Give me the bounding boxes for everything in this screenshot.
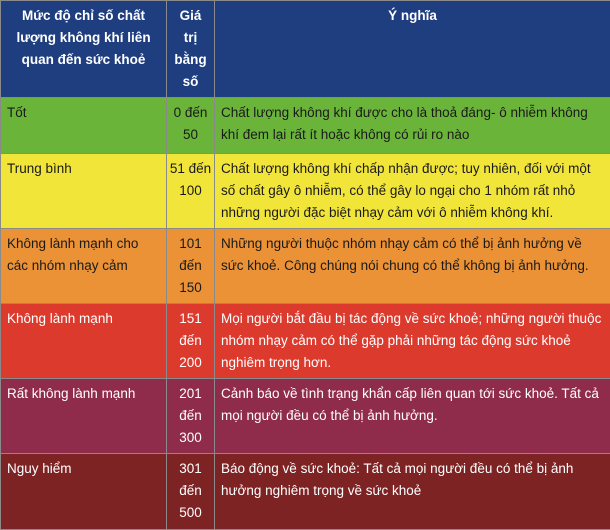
meaning-cell: Chất lượng không khí được cho là thoả đáng- ô nhiễm không khí đem lại rất ít hoặc không có rủi ro nào	[215, 98, 610, 154]
level-cell: Nguy hiểm	[1, 454, 167, 530]
meaning-cell: Mọi người bắt đầu bị tác động về sức khoẻ; những người thuộc nhóm nhạy cảm có thể gặp phải những tác động sức khoẻ nghiêm trọng hơn.	[215, 304, 610, 379]
meaning-cell: Chất lượng không khí chấp nhận được; tuy nhiên, đối với một số chất gây ô nhiễm, có thể gây lo ngại cho 1 nhóm rất nhỏ những người đặc biệt nhạy cảm với ô nhiễm không khí.	[215, 154, 610, 229]
table-row	[1, 304, 610, 379]
value-cell: 151 đến 200	[167, 304, 215, 379]
table-row	[1, 379, 610, 454]
meaning-cell: Báo động về sức khoẻ: Tất cả mọi người đều có thể bị ảnh hưởng nghiêm trọng về sức khoẻ	[215, 454, 610, 530]
header-level: Mức độ chỉ số chất lượng không khí liên quan đến sức khoẻ	[1, 1, 167, 98]
value-cell: 51 đến 100	[167, 154, 215, 229]
level-cell: Không lành mạnh cho các nhóm nhạy cảm	[1, 229, 167, 304]
header-value: Giá trị bằng số	[167, 1, 215, 98]
table-row	[1, 229, 610, 304]
header-row	[1, 1, 610, 98]
meaning-cell: Cảnh báo về tình trạng khẩn cấp liên quan tới sức khoẻ. Tất cả mọi người đều có thể bị ảnh hưởng.	[215, 379, 610, 454]
level-cell: Tốt	[1, 98, 167, 154]
value-cell: 201 đến 300	[167, 379, 215, 454]
level-cell: Rất không lành mạnh	[1, 379, 167, 454]
level-cell: Trung bình	[1, 154, 167, 229]
level-cell: Không lành mạnh	[1, 304, 167, 379]
table-row	[1, 454, 610, 530]
meaning-cell: Những người thuộc nhóm nhạy cảm có thể bị ảnh hưởng về sức khoẻ. Công chúng nói chung có thể không bị ảnh hưởng.	[215, 229, 610, 304]
value-cell: 0 đến 50	[167, 98, 215, 154]
table-row	[1, 98, 610, 154]
header-meaning: Ý nghĩa	[215, 1, 610, 98]
value-cell: 101 đến 150	[167, 229, 215, 304]
table-row	[1, 154, 610, 229]
value-cell: 301 đến 500	[167, 454, 215, 530]
